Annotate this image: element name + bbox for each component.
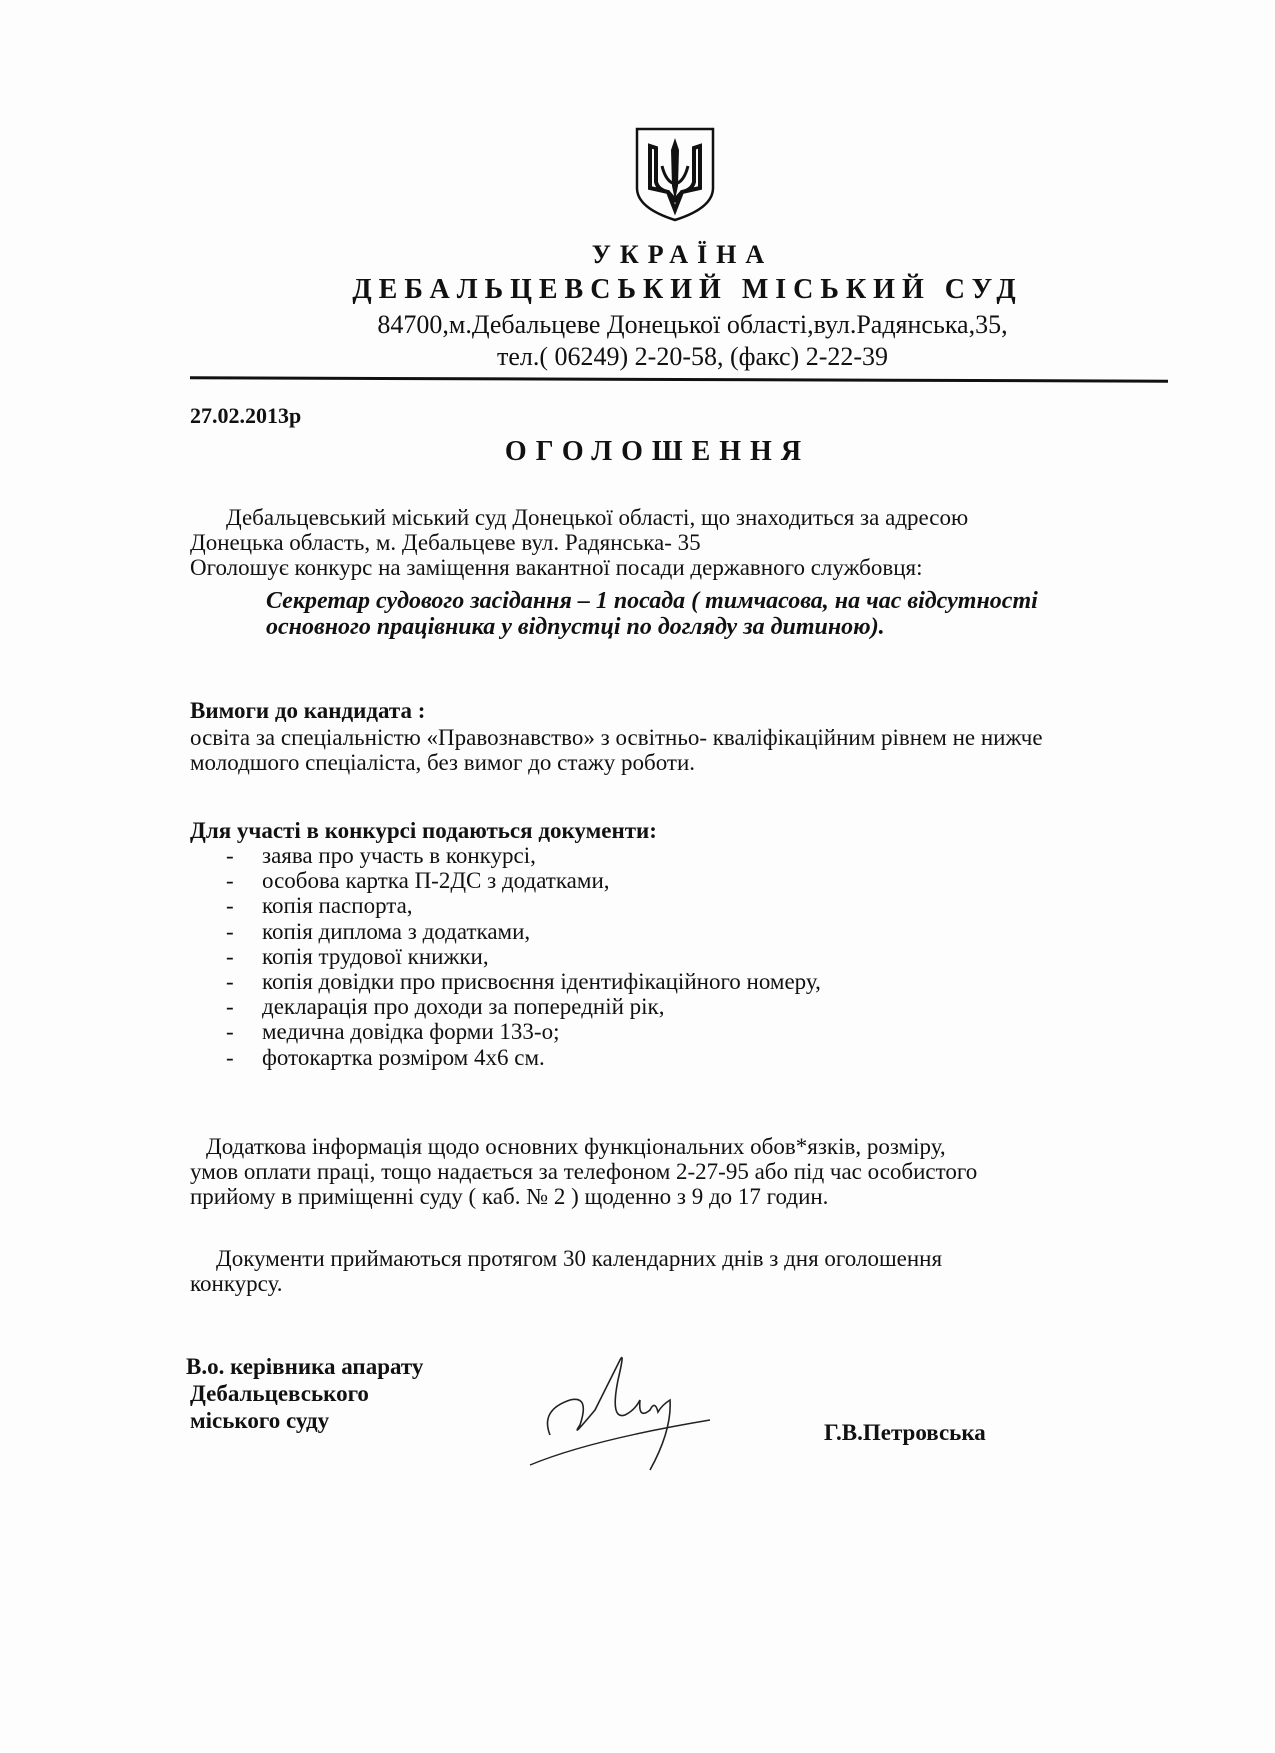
bullet-dash: - — [226, 994, 234, 1020]
position-line: Дебальцевського — [190, 1381, 369, 1406]
list-item-text: фотокартка розміром 4х6 см. — [262, 1044, 545, 1070]
list-item-text: заява про участь в конкурсі, — [262, 843, 536, 868]
bullet-dash: - — [226, 868, 234, 894]
list-item-text: особова картка П-2ДС з додатками, — [262, 868, 610, 894]
signatory-position — [186, 1353, 423, 1434]
position-line: В.о. керівника апарату — [186, 1354, 424, 1379]
bullet-dash: - — [226, 943, 234, 969]
header-court-name: ДЕБАЛЬЦЕВСЬКИЙ МІСЬКИЙ СУД — [352, 274, 1023, 305]
requirements-heading: Вимоги до кандидата : — [190, 698, 426, 723]
intro-line: Дебальцевський міський суд Донецької області, що знаходиться за адресою — [226, 505, 969, 530]
list-item-text: копія паспорта, — [262, 893, 413, 919]
documents-list — [226, 843, 821, 1070]
bullet-dash: - — [226, 893, 234, 919]
vacancy-position: Секретар судового засідання – 1 посада ( тимчасова, на час відсутності основного працівника у відпустці по догляду за дитиною). — [266, 588, 1038, 640]
documents-heading: Для участі в конкурсі подаються документи: — [190, 818, 657, 843]
bullet-dash: - — [226, 918, 234, 944]
header-phone: тел.( 06249) 2-20-58, (факс) 2-22-39 — [496, 342, 889, 371]
acceptance-period — [190, 1246, 1150, 1296]
list-item-text: копія диплома з додатками, — [262, 918, 531, 944]
intro-line: Оголошує конкурс на заміщення вакантної посади державного службовця: — [190, 555, 923, 580]
position-line: міського суду — [190, 1408, 330, 1433]
list-item — [226, 893, 821, 918]
header-divider — [190, 376, 1168, 382]
accept-line: Документи приймаються протягом 30 календарних днів з дня оголошення — [216, 1246, 943, 1271]
info-line: прийому в приміщенні суду ( каб. № 2 ) щоденно з 9 до 17 годин. — [190, 1184, 829, 1209]
bullet-dash: - — [226, 1019, 234, 1045]
requirements-text: освіта за спеціальністю «Правознавство» з освітньо- кваліфікаційним рівнем не нижче молодшого спеціаліста, без вимог до стажу роботи. — [190, 725, 1043, 775]
list-item — [226, 944, 821, 969]
handwritten-signature — [510, 1340, 740, 1480]
list-item-text: декларація про доходи за попередній рік, — [262, 994, 665, 1020]
list-item — [226, 843, 821, 868]
bullet-dash: - — [226, 843, 234, 868]
list-item — [226, 969, 821, 994]
intro-paragraph — [190, 505, 1150, 580]
list-item — [226, 1045, 821, 1070]
info-line: Додаткова інформація щодо основних функціональних обов*язків, розміру, — [206, 1134, 946, 1159]
list-item-text: медична довідка форми 133-о; — [262, 1019, 560, 1045]
document-date: 27.02.2013р — [190, 403, 302, 428]
header-address: 84700,м.Дебальцеве Донецької області,вул.Радянська,35, — [377, 310, 1008, 339]
list-item — [226, 1019, 821, 1044]
list-item — [226, 868, 821, 893]
signatory-name: Г.В.Петровська — [824, 1420, 986, 1445]
additional-info — [190, 1134, 1150, 1209]
bullet-dash: - — [226, 1044, 234, 1070]
bullet-dash: - — [226, 968, 234, 994]
trident-emblem-icon — [634, 126, 716, 222]
list-item-text: копія трудової книжки, — [262, 943, 489, 969]
list-item-text: копія довідки про присвоєння ідентифікаційного номеру, — [262, 968, 821, 994]
header-country: УКРАЇНА — [591, 240, 774, 269]
list-item — [226, 919, 821, 944]
list-item — [226, 994, 821, 1019]
intro-line: Донецька область, м. Дебальцеве вул. Радянська- 35 — [190, 530, 701, 555]
document-title: ОГОЛОШЕННЯ — [504, 436, 811, 467]
accept-line: конкурсу. — [190, 1271, 283, 1296]
info-line: умов оплати праці, тощо надається за телефоном 2-27-95 або під час особистого — [190, 1159, 978, 1184]
